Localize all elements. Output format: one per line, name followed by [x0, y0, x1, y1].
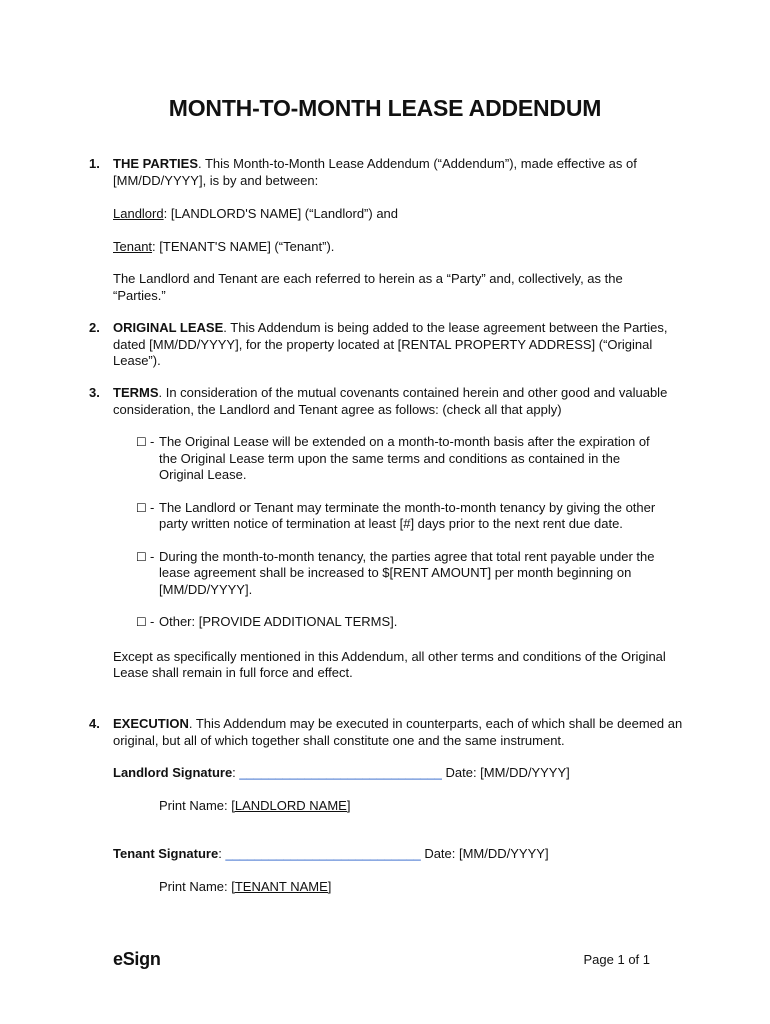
section-number: 1. — [89, 156, 100, 171]
section-text: . This Month-to-Month Lease Addendum (“Addendum”), made effective as of [MM/DD/YYYY], is by and between: — [113, 156, 637, 188]
section-heading: TERMS — [113, 385, 159, 400]
section-number: 3. — [89, 385, 100, 400]
section-number: 4. — [89, 716, 100, 731]
tenant-print-row — [159, 879, 683, 896]
tenant-label: Tenant — [113, 238, 153, 254]
section-heading: ORIGINAL LEASE — [113, 320, 224, 335]
option-text: During the month-to-month tenancy, the parties agree that total rent payable under the lease agreement shall be increased to $[RENT AMOUNT] per month beginning on [MM/DD/YYYY]. — [159, 548, 655, 597]
landlord-label: Landlord — [113, 206, 164, 221]
terms-option-rent-increase[interactable] — [136, 549, 659, 599]
page-number: Page 1 of 1 — [583, 952, 650, 967]
section-parties — [89, 156, 689, 304]
option-dash: - — [150, 434, 155, 449]
section-text: . This Addendum may be executed in counterparts, each of which shall be deemed an original, but all of which together shall constitute one and the same instrument. — [113, 716, 683, 748]
section-original-lease — [89, 320, 689, 370]
landlord-print-name[interactable]: [LANDLORD NAME] — [231, 797, 351, 813]
checkbox-icon[interactable]: ☐ — [136, 549, 147, 564]
section-terms — [89, 385, 689, 682]
option-dash: - — [150, 548, 155, 564]
option-dash: - — [150, 499, 155, 515]
section-heading: EXECUTION — [113, 716, 189, 731]
terms-option-other[interactable] — [136, 614, 659, 631]
landlord-signature-line[interactable]: ____________________________ — [239, 765, 442, 780]
landlord-text: : [LANDLORD'S NAME] (“Landlord”) and — [163, 206, 399, 221]
landlord-date[interactable]: Date: [MM/DD/YYYY] — [445, 765, 570, 780]
section-execution — [89, 716, 689, 895]
section-heading: THE PARTIES — [113, 156, 198, 171]
checkbox-icon[interactable]: ☐ — [136, 615, 147, 629]
esign-logo: eSign — [113, 949, 161, 969]
section-text: . In consideration of the mutual covenants contained herein and other good and valuable consideration, the Landlord and Tenant agree as follows: (check all that apply) — [113, 385, 668, 417]
print-name-label: Print Name: — [159, 797, 232, 813]
signature-colon: : — [218, 846, 222, 861]
checkbox-icon[interactable]: ☐ — [136, 500, 147, 515]
landlord-signature-row — [113, 765, 683, 782]
terms-option-terminate[interactable] — [136, 500, 659, 533]
option-text: Other: [PROVIDE ADDITIONAL TERMS]. — [159, 614, 398, 629]
option-text: The Landlord or Tenant may terminate the month-to-month tenancy by giving the other party written notice of termination at least [#] days prior to the next rent due date. — [159, 499, 656, 531]
landlord-print-row — [159, 798, 683, 815]
parties-definition: The Landlord and Tenant are each referred to herein as a “Party” and, collectively, as the “Parties.” — [113, 271, 623, 303]
tenant-signature-line[interactable]: ___________________________ — [225, 846, 421, 861]
landlord-signature-label: Landlord Signature — [113, 765, 233, 780]
terms-closing: Except as specifically mentioned in this Addendum, all other terms and conditions of the Original Lease shall remain in full force and effect. — [113, 648, 666, 680]
print-name-label: Print Name: — [159, 878, 232, 894]
tenant-print-name[interactable]: [TENANT NAME] — [231, 878, 332, 894]
tenant-date[interactable]: Date: [MM/DD/YYYY] — [424, 846, 549, 861]
section-text: . This Addendum is being added to the lease agreement between the Parties, dated [MM/DD/YYYY], for the property located at [RENTAL PROPERTY ADDRESS] (“Original Lease”). — [113, 320, 668, 368]
terms-option-extend[interactable] — [136, 434, 659, 484]
tenant-signature-row — [113, 846, 683, 863]
section-number: 2. — [89, 320, 100, 335]
option-text: The Original Lease will be extended on a month-to-month basis after the expiration of the Original Lease term upon the same terms and conditions as contained in the Original Lease. — [159, 434, 650, 482]
tenant-text: : [TENANT'S NAME] (“Tenant”). — [152, 238, 335, 254]
signature-colon: : — [232, 765, 236, 780]
checkbox-icon[interactable]: ☐ — [136, 435, 147, 449]
tenant-signature-label: Tenant Signature — [113, 846, 219, 861]
option-dash: - — [150, 614, 155, 629]
document-title: MONTH-TO-MONTH LEASE ADDENDUM — [168, 95, 602, 121]
